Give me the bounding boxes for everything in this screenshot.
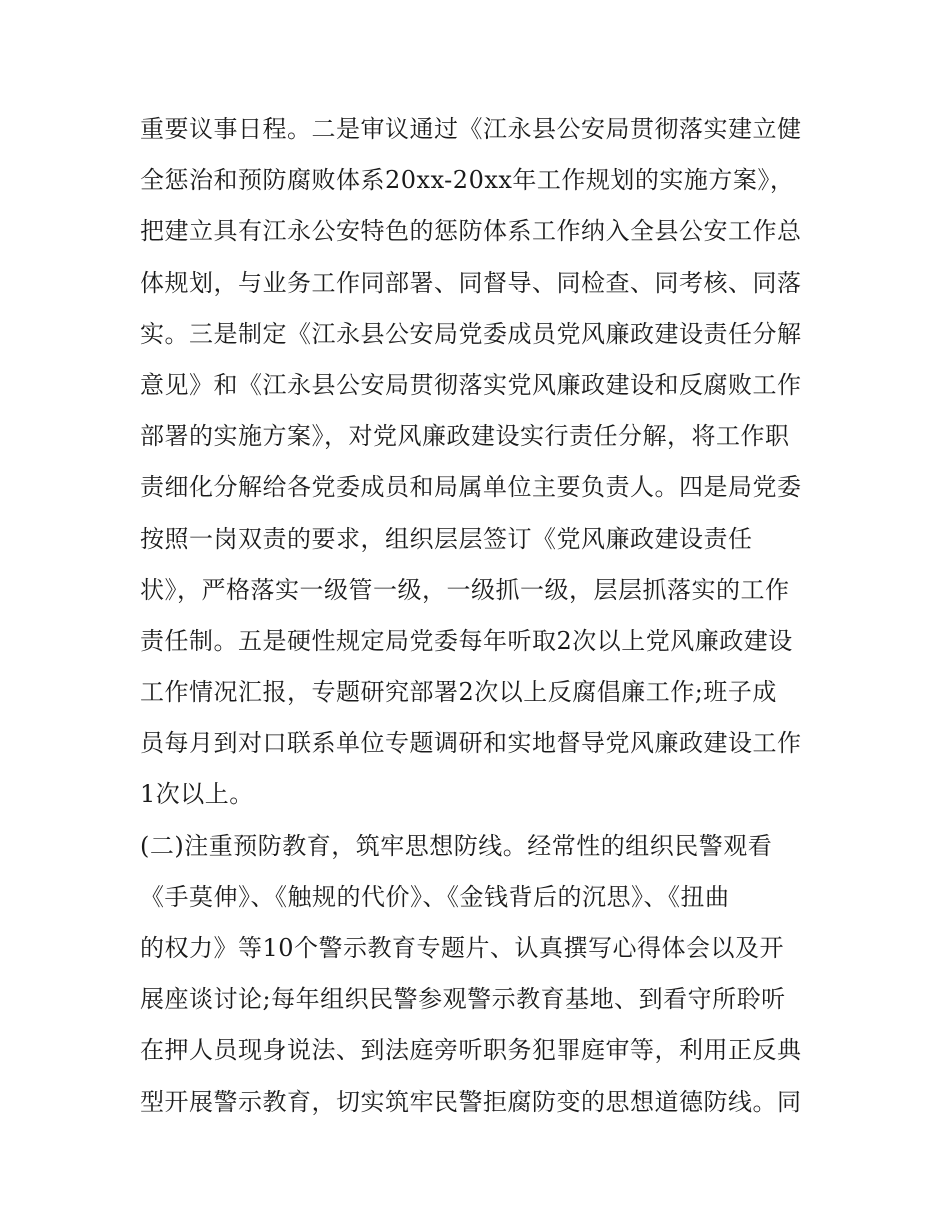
text-line: 展座谈讨论;每年组织民警参观警示教育基地、到看守所聆听 xyxy=(140,985,786,1014)
text-line: 全惩治和预防腐败体系20xx-20xx年工作规划的实施方案》， xyxy=(140,166,795,195)
text-line: 在押人员现身说法、到法庭旁听职务犯罪庭审等，利用正反典 xyxy=(140,1036,802,1065)
text-line: 部署的实施方案》，对党风廉政建设实行责任分解，将工作职 xyxy=(140,422,790,451)
text-line: 员每月到对口联系单位专题调研和实地督导党风廉政建设工作 xyxy=(140,729,802,758)
text-line: 1次以上。 xyxy=(140,780,254,809)
text-line: 状》，严格落实一级管一级，一级抓一级，层层抓落实的工作 xyxy=(140,575,790,604)
text-line: 型开展警示教育，切实筑牢民警拒腐防变的思想道德防线。同 xyxy=(140,1087,802,1116)
text-line: 责细化分解给各党委成员和局属单位主要负责人。四是局党委 xyxy=(140,473,802,502)
text-line: 的权力》等10个警示教育专题片、认真撰写心得体会以及开 xyxy=(140,934,785,962)
text-line: 把建立具有江永公安特色的惩防体系工作纳入全县公安工作总 xyxy=(140,217,802,246)
text-line: 《手莫伸》、《触规的代价》、《金钱背后的沉思》、《扭曲 xyxy=(140,882,730,911)
text-line: 按照一岗双责的要求，组织层层签订《党风廉政建设责任 xyxy=(140,524,753,553)
text-line: 实。三是制定《江永县公安局党委成员党风廉政建设责任分解 xyxy=(140,319,802,348)
text-line: 重要议事日程。二是审议通过《江永县公安局贯彻落实建立健 xyxy=(140,115,802,143)
section-heading-line: (二)注重预防教育，筑牢思想防线。经常性的组织民警观看 xyxy=(140,831,773,860)
text-line: 责任制。五是硬性规定局党委每年听取2次以上党风廉政建设 xyxy=(140,626,793,655)
text-line: 意见》和《江永县公安局贯彻落实党风廉政建设和反腐败工作 xyxy=(140,370,802,399)
body-text xyxy=(140,104,820,1128)
text-line: 工作情况汇报，专题研究部署2次以上反腐倡廉工作;班子成 xyxy=(140,678,777,707)
text-line: 体规划，与业务工作同部署、同督导、同检查、同考核、同落 xyxy=(140,268,802,297)
